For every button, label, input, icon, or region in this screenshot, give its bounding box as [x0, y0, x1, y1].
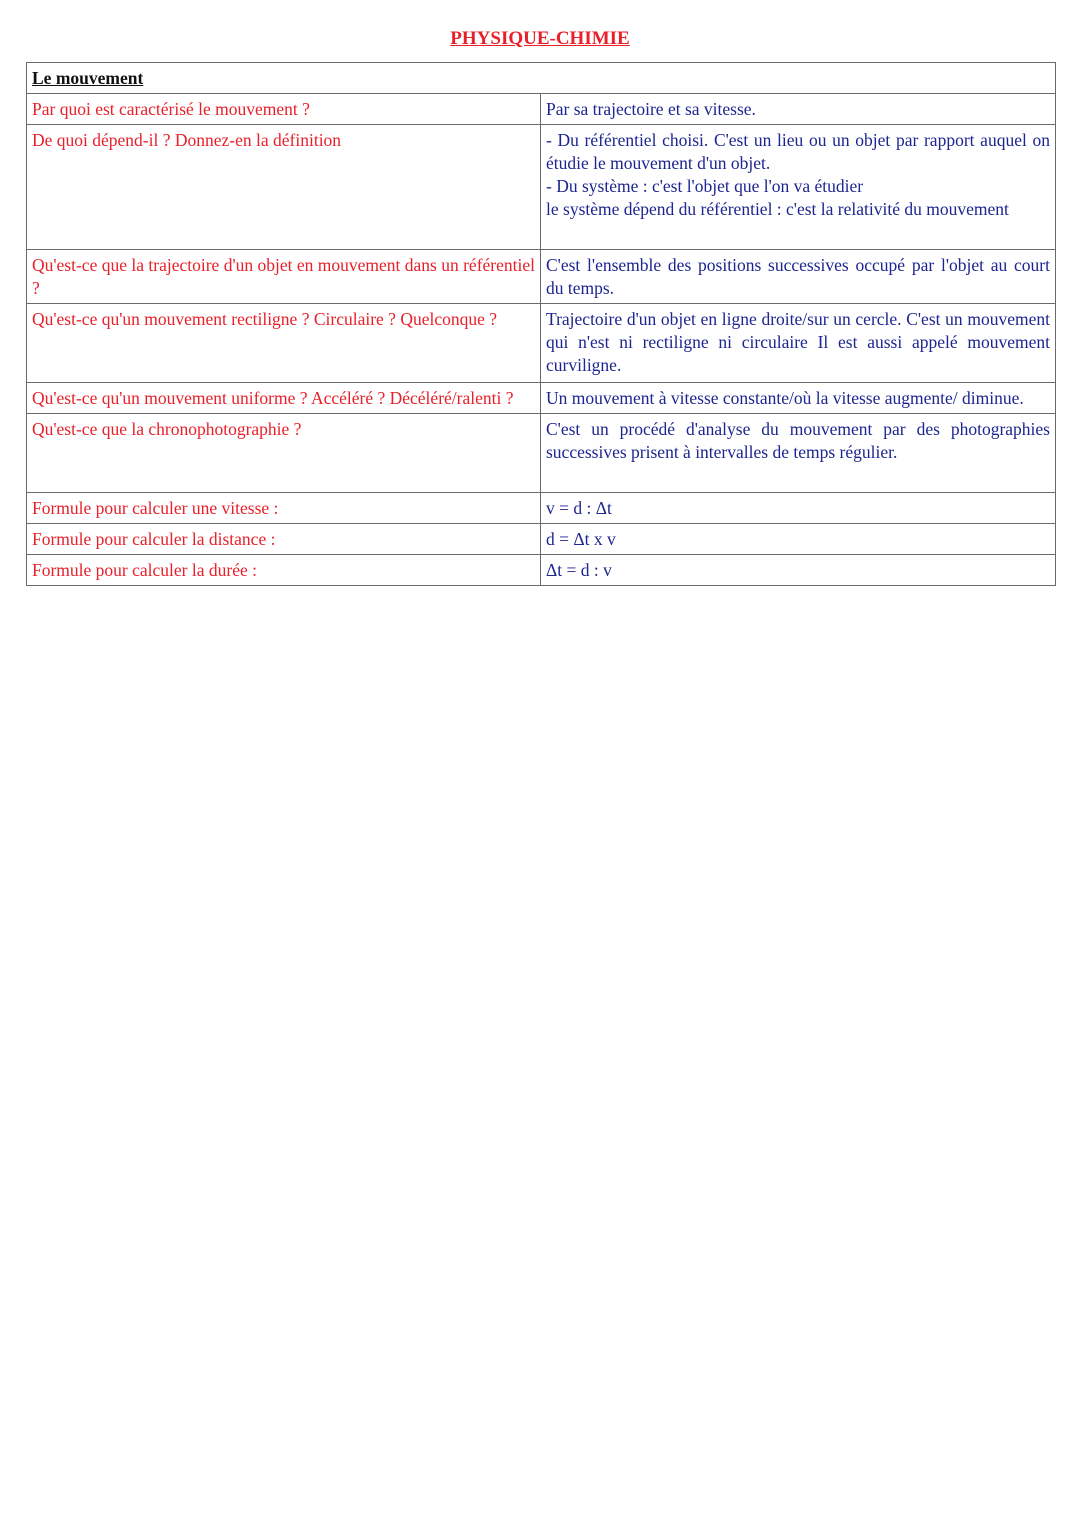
question-cell: Qu'est-ce que la trajectoire d'un objet en mouvement dans un référentiel ? — [27, 250, 541, 304]
table-row — [27, 94, 1056, 125]
question-cell: Qu'est-ce que la chronophotographie ? — [27, 414, 541, 493]
table-row — [27, 493, 1056, 524]
answer-cell — [541, 304, 1056, 383]
answer-text: Par sa trajectoire et sa vitesse. — [546, 99, 756, 119]
answer-cell — [541, 555, 1056, 586]
qa-table — [26, 62, 1056, 586]
answer-cell — [541, 414, 1056, 493]
question-cell: De quoi dépend-il ? Donnez-en la définition — [27, 125, 541, 250]
question-cell: Qu'est-ce qu'un mouvement rectiligne ? Circulaire ? Quelconque ? — [27, 304, 541, 383]
table-row — [27, 524, 1056, 555]
page-title: PHYSIQUE-CHIMIE — [450, 28, 630, 49]
answer-cell — [541, 250, 1056, 304]
table-row — [27, 383, 1056, 414]
question-cell: Formule pour calculer la durée : — [27, 555, 541, 586]
answer-text: C'est un procédé d'analyse du mouvement par des photographies successives prisent à intervalles de temps régulier. — [546, 419, 1050, 462]
formula-text: Δt = d : v — [546, 560, 612, 580]
formula-text: v = d : Δt — [546, 498, 612, 518]
section-title: Le mouvement — [27, 63, 1056, 94]
answer-text: C'est l'ensemble des positions successives occupé par l'objet au court du temps. — [546, 255, 1050, 298]
answer-cell — [541, 383, 1056, 414]
formula-text: d = Δt x v — [546, 529, 616, 549]
answer-text: - Du système : c'est l'objet que l'on va étudier — [546, 176, 864, 196]
table-row — [27, 555, 1056, 586]
table-row — [27, 414, 1056, 493]
question-cell: Formule pour calculer une vitesse : — [27, 493, 541, 524]
answer-text: - Du référentiel choisi. C'est un lieu ou un objet par rapport auquel on étudie le mouvement d'un objet. — [546, 130, 1050, 173]
section-header-row — [27, 63, 1056, 94]
answer-text: Trajectoire d'un objet en ligne droite/sur un cercle. C'est un mouvement qui n'est ni rectiligne ni circulaire Il est aussi appelé mouvement curviligne. — [546, 309, 1050, 375]
table-row — [27, 304, 1056, 383]
question-cell: Par quoi est caractérisé le mouvement ? — [27, 94, 541, 125]
answer-cell — [541, 94, 1056, 125]
answer-text: le système dépend du référentiel : c'est la relativité du mouvement — [546, 199, 1009, 219]
answer-text: Un mouvement à vitesse constante/où la vitesse augmente/ diminue. — [546, 388, 1024, 408]
answer-cell — [541, 125, 1056, 250]
answer-cell — [541, 524, 1056, 555]
question-cell: Qu'est-ce qu'un mouvement uniforme ? Accéléré ? Décéléré/ralenti ? — [27, 383, 541, 414]
table-row — [27, 125, 1056, 250]
answer-cell — [541, 493, 1056, 524]
table-row — [27, 250, 1056, 304]
question-cell: Formule pour calculer la distance : — [27, 524, 541, 555]
